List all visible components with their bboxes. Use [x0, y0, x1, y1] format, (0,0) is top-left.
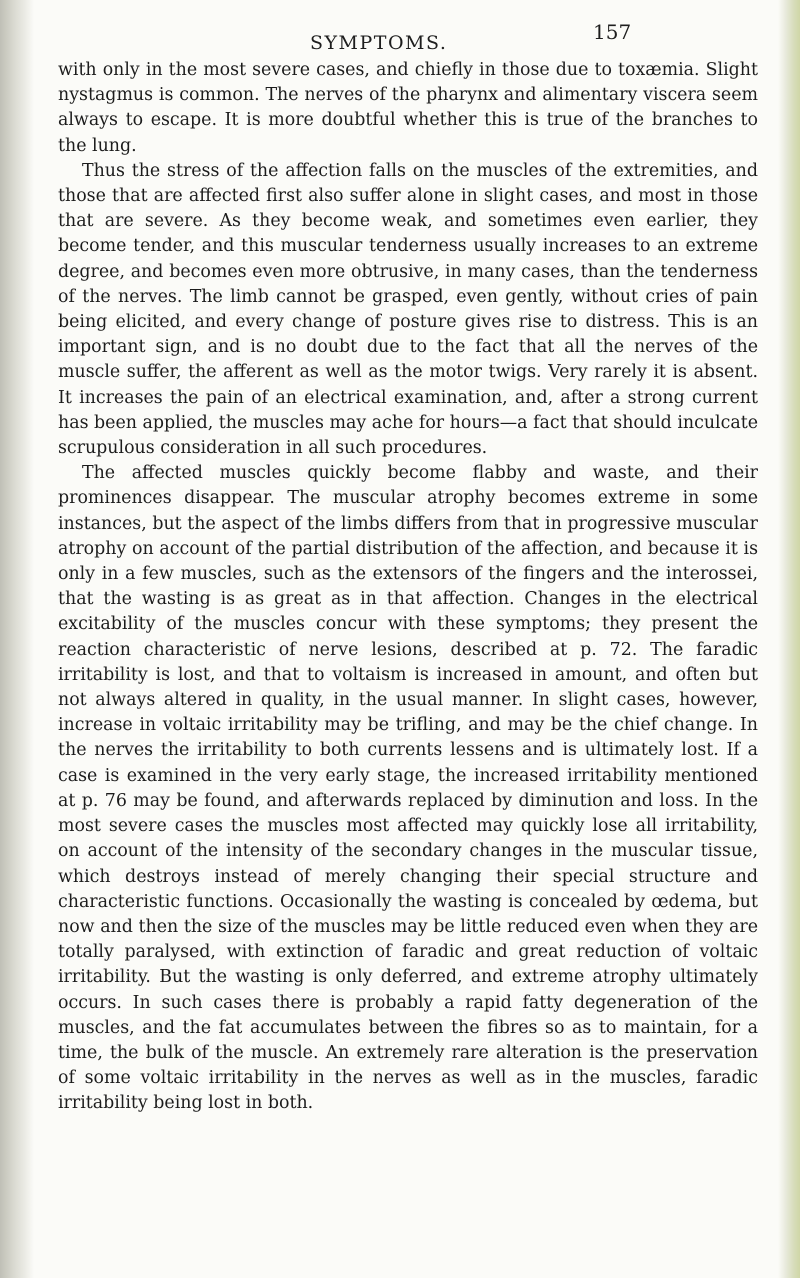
- paragraph-3: The affected muscles quickly become flabby and waste, and their prominences disappear. The muscular atrophy becomes extreme in some instances, but the aspect of the limbs differs from that in progressive muscular atrophy on account of the partial distribution of the affection, and because it is only in a few muscles, such as the extensors of the fingers and the interossei, that the wasting is as great as in that affection. Changes in the electrical excitability of the muscles concur with these symptoms; they present the reaction characteristic of nerve lesions, described at p. 72. The faradic irritability is lost, and that to voltaism is increased in amount, and often but not always altered in quality, in the usual manner. In slight cases, however, increase in voltaic irritability may be trifling, and may be the chief change. In the nerves the irritability to both currents lessens and is ultimately lost. If a case is examined in the very early stage, the increased irritability mentioned at p. 76 may be found, and afterwards replaced by diminution and loss. In the most severe cases the muscles most affected may quickly lose all irritability, on account of the intensity of the secondary changes in the muscular tissue, which destroys instead of merely changing their special structure and characteristic functions. Occasionally the wasting is concealed by œdema, but now and then the size of the muscles may be little reduced even when they are totally paralysed, with extinction of faradic and great reduction of voltaic irritability. But the wasting is only deferred, and extreme atrophy ultimately occurs. In such cases there is probably a rapid fatty degeneration of the muscles, and the fat accumulates between the fibres so as to maintain, for a time, the bulk of the muscle. An extremely rare alteration is the preservation of some voltaic irritability in the nerves as well as in the muscles, faradic irritability being lost in both.: [58, 463, 758, 1114]
- running-head: SYMPTOMS.: [310, 32, 448, 54]
- page-gutter: [0, 0, 34, 1278]
- body-text: [58, 58, 758, 1117]
- paragraph-1: with only in the most severe cases, and chiefly in those due to toxæmia. Slight nystagmus is common. The nerves of the pharynx and alimentary viscera seem always to escape. It is more doubtful whether this is true of the branches to the lung.: [58, 60, 758, 156]
- page-edge: [778, 0, 800, 1278]
- page-header: [58, 20, 758, 60]
- page-number: 157: [593, 20, 632, 44]
- paragraph-2: Thus the stress of the affection falls on the muscles of the extremities, and those that are affected first also suffer alone in slight cases, and most in those that are severe. As they become weak, and sometimes even earlier, they become tender, and this muscular tenderness usually increases to an extreme degree, and becomes even more obtrusive, in many cases, than the tenderness of the nerves. The limb cannot be grasped, even gently, without cries of pain being elicited, and every change of posture gives rise to distress. This is an important sign, and is no doubt due to the fact that all the nerves of the muscle suffer, the afferent as well as the motor twigs. Very rarely it is absent. It increases the pain of an electrical examination, and, after a strong current has been applied, the muscles may ache for hours—a fact that should inculcate scrupulous consideration in all such procedures.: [58, 160, 758, 459]
